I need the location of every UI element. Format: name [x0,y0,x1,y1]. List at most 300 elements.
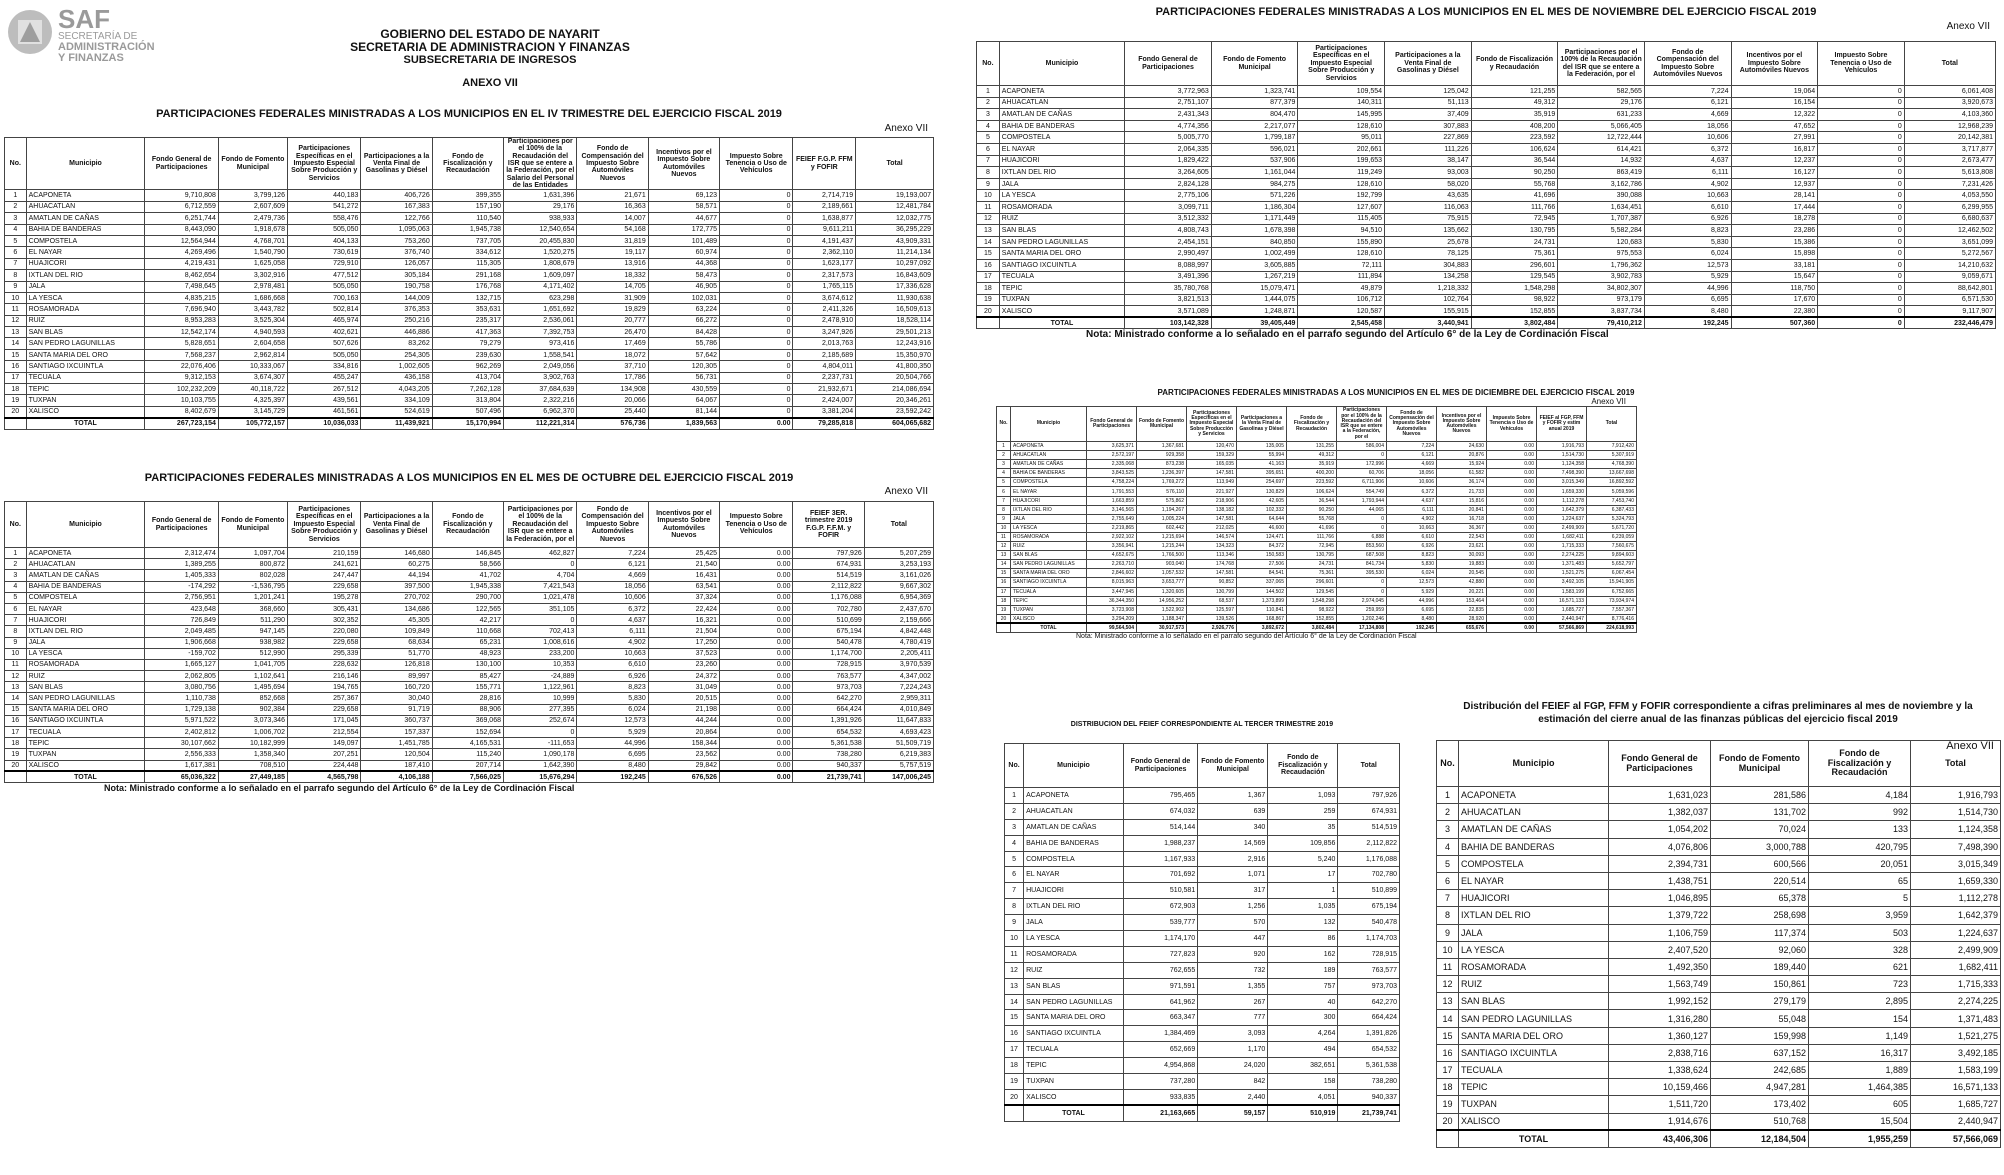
value-cell: 9,611,211 [793,224,856,235]
table-row [1437,787,2001,804]
value-cell: 0 [720,235,793,246]
value-cell: 2,217,077 [1211,120,1298,132]
value-cell: 4,940,593 [218,327,287,338]
value-cell: 554,749 [1337,487,1387,496]
value-cell: 31,049 [648,682,719,693]
table-row [1005,1042,1400,1058]
column-header: Total [864,502,933,548]
value-cell: 1,945,338 [432,581,503,592]
municipio-cell: SAN BLAS [26,682,145,693]
value-cell: 877,379 [1211,97,1298,109]
value-cell: 130,829 [1237,487,1287,496]
value-cell: 0.00 [1487,542,1537,551]
value-cell: 0.00 [720,682,793,693]
value-cell: 510,768 [1711,1113,1809,1130]
row-number: 7 [997,496,1011,505]
municipio-cell: HUAJICORI [1459,890,1609,907]
value-cell: 1,665,127 [145,659,218,670]
value-cell: 2,895 [1809,993,1911,1010]
value-cell: 317 [1198,883,1268,899]
value-cell: 2,607,609 [218,201,287,212]
value-cell: 376,740 [361,247,432,258]
column-header: Fondo de Compensación del Impuesto Sobre Automóviles Nuevos [577,138,648,190]
value-cell: 8,480 [1387,614,1437,623]
value-cell: 78,125 [1385,248,1472,260]
value-cell: 1,161,044 [1211,167,1298,179]
value-cell: 947,145 [218,626,287,637]
value-cell: 674,931 [793,559,864,570]
column-header: Fondo General de Participaciones [1125,42,1212,86]
value-cell: 4,076,806 [1609,838,1711,855]
value-cell: 15,079,471 [1211,283,1298,295]
value-cell: 20,346,261 [856,395,934,406]
value-cell: 20,142,381 [1904,132,1995,144]
value-cell: 390,088 [1558,190,1645,202]
municipio-cell: ACAPONETA [26,190,145,201]
value-cell: 212,025 [1187,523,1237,532]
value-cell: 31,909 [577,292,648,303]
value-cell: 7,453,740 [1587,496,1637,505]
table-row [1005,1026,1400,1042]
value-cell: 3,253,193 [864,559,933,570]
value-cell: 0.00 [720,648,793,659]
value-cell: 3,162,786 [1558,178,1645,190]
value-cell: 54,168 [577,224,648,235]
municipio-cell: COMPOSTELA [1011,478,1087,487]
value-cell: 675,194 [1338,899,1400,915]
value-cell: 125,042 [1385,86,1472,98]
row-number: 1 [5,190,27,201]
row-number: 4 [5,224,27,235]
value-cell: 1,090,178 [504,749,577,760]
column-header: Impuesto Sobre Tenencia o Uso de Vehículos [1818,42,1905,86]
value-cell: 2,959,311 [864,693,933,704]
value-cell: 1,057,532 [1137,569,1187,578]
value-cell: 56,731 [648,372,719,383]
value-cell: 37,324 [648,592,719,603]
table-row [5,327,934,338]
value-cell: 4,954,868 [1123,1058,1197,1074]
value-cell: 2,440 [1198,1089,1268,1105]
value-cell: 22,543 [1437,532,1487,541]
value-cell: 0 [1818,225,1905,237]
value-cell: 2,756,951 [145,592,218,603]
municipio-cell: SAN PEDRO LAGUNILLAS [26,693,145,704]
value-cell: 738,280 [1338,1074,1400,1090]
column-header: Fondo General de Participaciones [1123,744,1197,788]
value-cell: 29,842 [648,760,719,771]
value-cell: 144,502 [1237,587,1287,596]
value-cell: 6,926 [1644,213,1731,225]
value-cell: 3,447,945 [1087,587,1137,596]
row-number: 11 [5,659,27,670]
value-cell: 16,317 [1809,1044,1911,1061]
municipio-cell: EL NAYAR [26,603,145,614]
column-header: Municipio [1459,741,1609,787]
value-cell: 1,102,641 [218,671,287,682]
value-cell: 0 [720,224,793,235]
value-cell: 3,492,105 [1537,578,1587,587]
value-cell: 102,031 [648,292,719,303]
table-row [977,236,1996,248]
column-header: Fondo de Fiscalización y Recaudación [1809,741,1911,787]
value-cell: 65,231 [432,637,503,648]
gov-line2: SECRETARIA DE ADMINISTRACION Y FINANZAS [350,40,630,54]
total-value: 507,360 [1731,317,1818,329]
value-cell: 0 [1818,97,1905,109]
value-cell: 1,769,272 [1137,478,1187,487]
value-cell: 1,796,362 [1558,259,1645,271]
value-cell: 8,823 [577,682,648,693]
total-blank-cell [5,418,27,429]
value-cell: 4,053,550 [1904,190,1995,202]
total-value: 2,926,776 [1187,623,1237,632]
value-cell: 192,799 [1298,190,1385,202]
value-cell: 3,843,525 [1087,469,1137,478]
value-cell: 23,562 [648,749,719,760]
value-cell: 903,040 [1137,560,1187,569]
value-cell: 98,922 [1471,294,1558,306]
column-header: No. [977,42,1000,86]
value-cell: 145,995 [1298,109,1385,121]
value-cell: 31,819 [577,235,648,246]
value-cell: 1,008,616 [504,637,577,648]
participaciones-table [996,406,1637,633]
value-cell: 804,470 [1211,109,1298,121]
value-cell: 4,637 [577,615,648,626]
value-cell: 43,635 [1385,190,1472,202]
table-diciembre-panel [996,388,1796,688]
value-cell: 51,113 [1385,97,1472,109]
table-row [1005,946,1400,962]
column-header: Fondo de Fiscalización y Recaudación [432,502,503,548]
row-number: 13 [5,682,27,693]
table-row [1437,941,2001,958]
value-cell: 171,045 [287,715,360,726]
table-row [5,626,934,637]
table-row [977,248,1996,260]
table-row [1437,907,2001,924]
value-cell: 614,421 [1558,143,1645,155]
value-cell: 20,545 [1437,569,1487,578]
total-value: 576,736 [577,418,648,429]
value-cell: 1,174,703 [1338,931,1400,947]
table-row [1005,931,1400,947]
table-row [1005,803,1400,819]
value-cell: 4,780,419 [864,637,933,648]
value-cell: 36,544 [1471,155,1558,167]
row-number: 20 [1005,1089,1024,1105]
value-cell: 19,829 [577,304,648,315]
value-cell: 157,337 [361,727,432,738]
value-cell: 674,931 [1338,803,1400,819]
value-cell: 4,103,360 [1904,109,1995,121]
row-number: 4 [977,120,1000,132]
column-header: Municipio [26,138,145,190]
value-cell: 6,610 [1644,201,1731,213]
value-cell: 4,325,397 [218,395,287,406]
value-cell: 541,272 [287,201,360,212]
municipio-cell: LA YESCA [1459,941,1609,958]
municipio-cell: ROSAMORADA [999,201,1124,213]
total-label: TOTAL [26,771,145,782]
total-value: 192,245 [1644,317,1731,329]
value-cell: 5,361,538 [1338,1058,1400,1074]
value-cell: 3,625,371 [1087,442,1137,451]
value-cell: 0 [1818,167,1905,179]
value-cell: 2,062,805 [145,671,218,682]
table-row [1005,915,1400,931]
row-number: 6 [977,143,1000,155]
value-cell: 0.00 [720,749,793,760]
municipio-cell: XALISCO [1024,1089,1124,1105]
column-header: Participaciones a la Venta Final de Gasolinas y Diésel [361,502,432,548]
column-header: Participaciones Específicas en el Impuesto Especial Sobre Producción y Servicios [1187,407,1237,442]
value-cell: 3,512,332 [1125,213,1212,225]
value-cell: 514,519 [793,570,864,581]
value-cell: 1,829,422 [1125,155,1212,167]
value-cell: 1,002,499 [1211,248,1298,260]
value-cell: 4,902 [577,637,648,648]
value-cell: 130,799 [1187,587,1237,596]
municipio-cell: JALA [1011,514,1087,523]
row-number: 12 [1437,976,1459,993]
value-cell: 91,719 [361,704,432,715]
value-cell: 41,163 [1237,460,1287,469]
value-cell: 0 [1337,523,1387,532]
municipio-cell: RUIZ [26,671,145,682]
value-cell: 512,990 [218,648,287,659]
value-cell: 300 [1268,1010,1338,1026]
value-cell: 5,361,538 [793,738,864,749]
value-cell: 6,024 [1387,569,1437,578]
value-cell: 75,361 [1471,248,1558,260]
municipio-cell: XALISCO [26,406,145,417]
total-value: 59,157 [1198,1105,1268,1121]
value-cell: 8,823 [1644,225,1731,237]
value-cell: 0 [1818,259,1905,271]
anexo-label: Anexo VII [1946,21,1990,32]
total-row [5,771,934,782]
row-number: 19 [977,294,1000,306]
value-cell: 19,064 [1731,86,1818,98]
value-cell: 0.00 [720,570,793,581]
value-cell: 4,808,743 [1125,225,1212,237]
value-cell: 1,224,637 [1537,514,1587,523]
value-cell: 1,097,704 [218,548,287,559]
value-cell: 0 [1818,294,1905,306]
row-number: 19 [1005,1074,1024,1090]
value-cell: 30,107,662 [145,738,218,749]
value-cell: 25,440 [577,406,648,417]
municipio-cell: TEPIC [999,283,1124,295]
total-value: 3,892,672 [1237,623,1287,632]
value-cell: 267,512 [287,384,360,395]
value-cell: 118,750 [1731,283,1818,295]
row-number: 14 [997,560,1011,569]
municipio-cell: JALA [999,178,1124,190]
row-number: 17 [5,372,27,383]
value-cell: 1,522,902 [1137,605,1187,614]
value-cell: 37,409 [1385,109,1472,121]
value-cell: 1,495,694 [218,682,287,693]
row-number: 8 [1005,899,1024,915]
value-cell: 46,905 [648,281,719,292]
municipio-cell: BAHIA DE BANDERAS [26,581,145,592]
value-cell: 162 [1268,946,1338,962]
municipio-cell: ACAPONETA [1024,788,1124,804]
value-cell: 973,703 [1338,978,1400,994]
row-number: 16 [977,259,1000,271]
value-cell: 5,582,284 [1558,225,1645,237]
value-cell: 20,066 [577,395,648,406]
value-cell: 42,605 [1237,496,1287,505]
value-cell: 0 [1818,190,1905,202]
value-cell: 63,224 [648,304,719,315]
row-number: 9 [1437,924,1459,941]
value-cell: 929,358 [1137,451,1187,460]
municipio-cell: COMPOSTELA [999,132,1124,144]
value-cell: 223,592 [1287,478,1337,487]
value-cell: 122,565 [432,603,503,614]
value-cell: 737,705 [432,235,503,246]
value-cell: 7,498,390 [1911,838,2001,855]
value-cell: 1,988,237 [1123,835,1197,851]
table-row [997,614,1637,623]
value-cell: 641,962 [1123,994,1197,1010]
value-cell: 1,248,871 [1211,306,1298,318]
value-cell: 38,147 [1385,155,1472,167]
table-row [5,749,934,760]
municipio-cell: XALISCO [1011,614,1087,623]
value-cell: 1,521,275 [1911,1027,2001,1044]
value-cell: 4,264 [1268,1026,1338,1042]
value-cell: 7,560,675 [1587,542,1637,551]
value-cell: 2,335,068 [1087,460,1137,469]
value-cell: 22,380 [1731,306,1818,318]
row-number: 4 [997,469,1011,478]
total-value: 1,955,259 [1809,1130,1911,1147]
value-cell: 6,061,408 [1904,86,1995,98]
value-cell: 207,251 [287,749,360,760]
value-cell: 19,883 [1437,560,1487,569]
municipio-cell: SANTA MARIA DEL ORO [999,248,1124,260]
value-cell: 22,835 [1437,605,1487,614]
value-cell: 539,777 [1123,915,1197,931]
table-row [5,258,934,269]
value-cell: 35 [1268,819,1338,835]
value-cell: 0.00 [720,715,793,726]
row-number: 16 [5,715,27,726]
value-cell: 1,256 [1198,899,1268,915]
value-cell: 2,479,736 [218,213,287,224]
value-cell: 0 [1818,201,1905,213]
column-header: Total [856,138,934,190]
value-cell: 7,498,645 [145,281,218,292]
municipio-cell: ROSAMORADA [26,659,145,670]
value-cell: 4,842,448 [864,626,933,637]
value-cell: 4,184 [1809,787,1911,804]
value-cell: 852,668 [218,693,287,704]
value-cell: 0.00 [1487,569,1537,578]
value-cell: 35,919 [1287,460,1337,469]
value-cell: 2,394,731 [1609,855,1711,872]
value-cell: 168,867 [1237,614,1287,623]
column-header: No. [1437,741,1459,787]
municipio-cell: TECUALA [26,727,145,738]
value-cell: 4,704 [504,570,577,581]
value-cell: 20,455,830 [504,235,577,246]
value-cell: 737,280 [1123,1074,1197,1090]
table-row [1005,867,1400,883]
value-cell: 24,731 [1287,560,1337,569]
value-cell: 0.00 [1487,514,1537,523]
value-cell: 1,202,246 [1337,614,1387,623]
value-cell: 4,637 [1387,496,1437,505]
value-cell: 2,049,056 [504,361,577,372]
municipio-cell: LA YESCA [26,648,145,659]
value-cell: 430,559 [648,384,719,395]
value-cell: 3,959 [1809,907,1911,924]
value-cell: 664,424 [1338,1010,1400,1026]
value-cell: 20,221 [1437,587,1487,596]
row-number: 13 [1005,978,1024,994]
value-cell: 3,674,612 [793,292,856,303]
value-cell: 109,856 [1268,835,1338,851]
value-cell: 28,920 [1437,614,1487,623]
municipio-cell: SANTIAGO IXCUINTLA [1459,1044,1609,1061]
value-cell: 2,064,335 [1125,143,1212,155]
value-cell: 777 [1198,1010,1268,1026]
value-cell: 254,305 [361,349,432,360]
value-cell: 1,215,244 [1137,542,1187,551]
row-number: 18 [1005,1058,1024,1074]
value-cell: 0.00 [1487,587,1537,596]
value-cell: 115,240 [432,749,503,760]
table-row [997,587,1637,596]
value-cell: 25,678 [1385,236,1472,248]
value-cell: 1,520,275 [504,247,577,258]
table-row [1005,1074,1400,1090]
value-cell: 1,583,199 [1537,587,1587,596]
value-cell: 8,776,416 [1587,614,1637,623]
row-number: 8 [5,626,27,637]
value-cell: 190,758 [361,281,432,292]
row-number: 7 [5,258,27,269]
municipio-cell: ACAPONETA [1459,787,1609,804]
value-cell: 3,247,926 [793,327,856,338]
value-cell: -174,292 [145,581,218,592]
value-cell: 6,219,383 [864,749,933,760]
value-cell: 1,167,933 [1123,851,1197,867]
value-cell: 1,631,023 [1609,787,1711,804]
table-row [1005,994,1400,1010]
value-cell: 1,678,398 [1211,225,1298,237]
value-cell: 328 [1809,941,1911,958]
table-row [1437,890,2001,907]
value-cell: 0 [504,727,577,738]
value-cell: 64,067 [648,395,719,406]
municipio-cell: RUIZ [26,315,145,326]
value-cell: 700,163 [287,292,360,303]
value-cell: 1,124,358 [1537,460,1587,469]
value-cell: 1,174,700 [793,648,864,659]
value-cell: 10,606 [1644,132,1731,144]
table-row [5,693,934,704]
value-cell: 1,558,541 [504,349,577,360]
value-cell: 440,183 [287,190,360,201]
value-cell: 1,808,679 [504,258,577,269]
